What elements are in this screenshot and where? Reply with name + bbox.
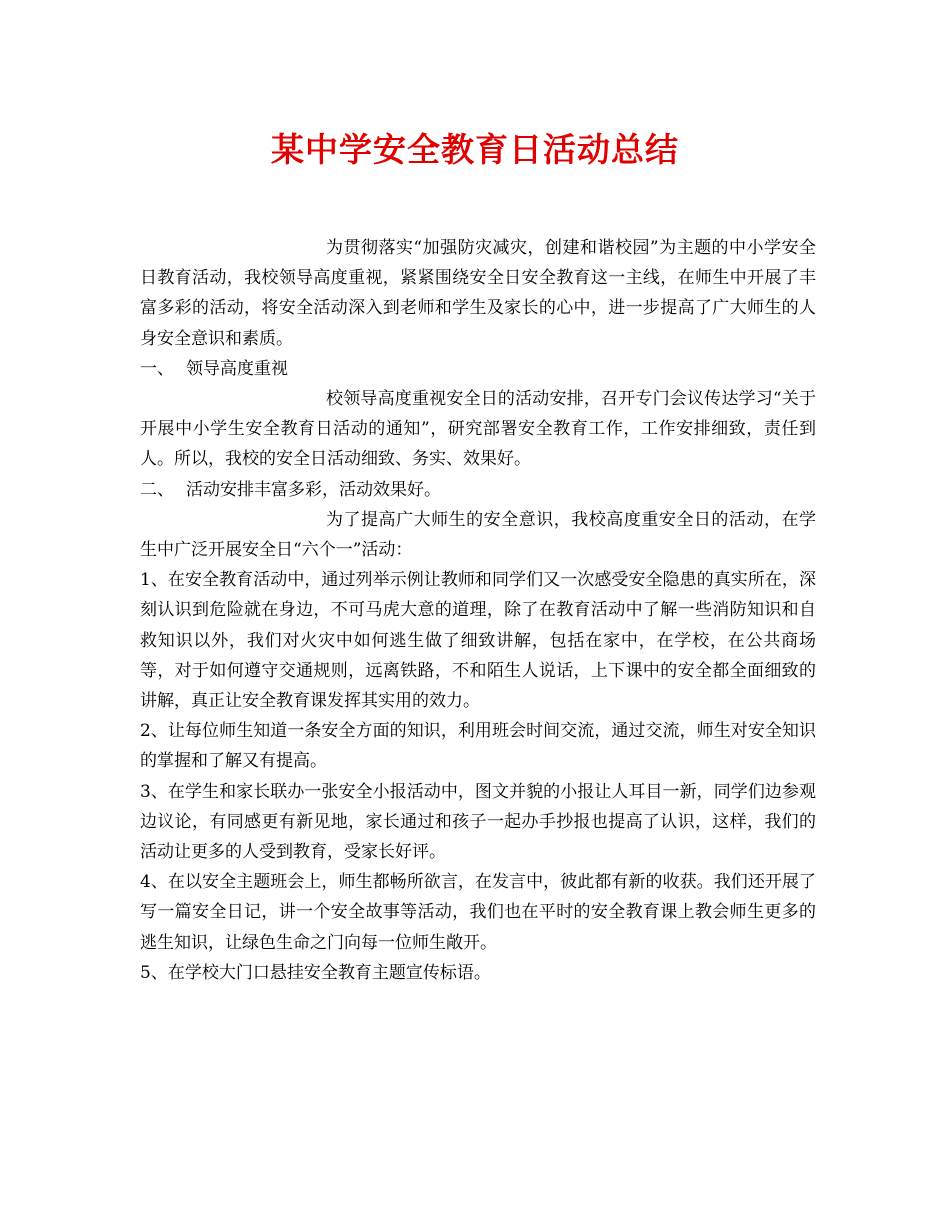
document-title: 某中学安全教育日活动总结 <box>271 130 679 169</box>
list-item: 3、在学生和家长联办一张安全小报活动中，图文并貌的小报让人耳目一新，同学们边参观边议论，有同感更有新见地，家长通过和孩子一起办手抄报也提高了认识，这样，我们的活动让更多的人受到教育，受家长好评。 <box>140 781 816 863</box>
list-item: 2、让每位师生知道一条安全方面的知识，利用班会时间交流，通过交流，师生对安全知识的掌握和了解又有提高。 <box>140 721 816 772</box>
section-2-title: 活动安排丰富多彩，活动效果好。 <box>186 479 441 500</box>
section-2-paragraph: 为了提高广大师生的安全意识，我校高度重安全日的活动，在学生中广泛开展安全日“六个一”活动： <box>140 509 816 561</box>
section-2-number: 二、 <box>140 479 174 500</box>
section-1-title: 领导高度重视 <box>186 358 288 379</box>
list-item: 4、在以安全主题班会上，师生都畅所欲言，在发言中，彼此都有新的收获。我们还开展了写一篇安全日记，讲一个安全故事等活动，我们也在平时的安全教育课上教会师生更多的逃生知识，让绿色生命之门向每一位师生敞开。 <box>140 872 816 953</box>
section-1-heading <box>140 354 816 384</box>
list-item: 1、在安全教育活动中，通过列举示例让教师和同学们又一次感受安全隐患的真实所在，深刻认识到危险就在身边，不可马虎大意的道理，除了在教育活动中了解一些消防知识和自救知识以外，我们对火灾中如何逃生做了细致讲解，包括在家中，在学校，在公共商场等，对于如何遵守交通规则，远离铁路，不和陌生人说话，上下课中的安全都全面细致的讲解，真正让安全教育课发挥其实用的效力。 <box>140 570 816 712</box>
section-2-heading <box>140 475 816 505</box>
section-1-paragraph: 校领导高度重视安全日的活动安排，召开专门会议传达学习“关于开展中小学生安全教育日活动的通知”，研究部署安全教育工作，工作安排细致，责任到人。所以，我校的安全日活动细致、务实、效果好。 <box>140 389 816 470</box>
intro-paragraph: 为贯彻落实“加强防灾减灾，创建和谐校园”为主题的中小学安全日教育活动，我校领导高度重视，紧紧围绕安全日安全教育这一主线，在师生中开展了丰富多彩的活动，将安全活动深入到老师和学生及家长的心中，进一步提高了广大师生的人身安全意识和素质。 <box>140 238 816 349</box>
section-1-number: 一、 <box>140 358 174 379</box>
document-body <box>140 233 816 988</box>
list-item: 5、在学校大门口悬挂安全教育主题宣传标语。 <box>140 962 491 983</box>
